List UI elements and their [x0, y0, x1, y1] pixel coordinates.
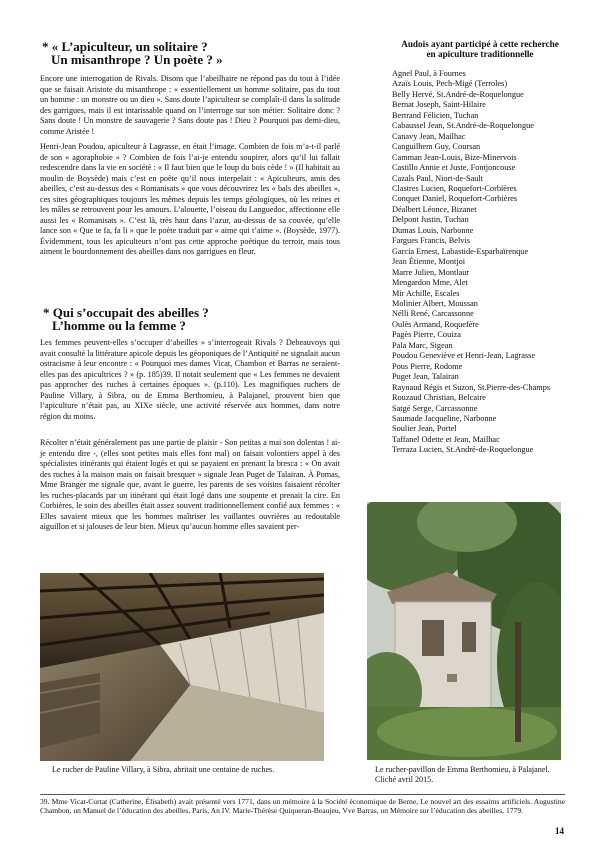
heading-line-2: Un misanthrope ? Un poète ? » — [51, 52, 223, 67]
paragraph: Encore une interrogation de Rivals. Disons que l’abeilhaire ne répond pas du tout à l’idée que se faisait Aristote du misanthrope : « essentiellement un homme solitaire, pas du tout un homme : un monstre ou un dieu ». Sans doute l’apiculteur se complaît-il dans la solitude des garrigues, mais il est intarissable quand on l’interroge sur son métier. Solitaire donc ? Sans doute ! Un monstre de sauvagerie ? Sans doute pas ! Dieu ? Pourquoi pas demi-dieu, comme Aristée ! — [40, 74, 340, 136]
photo-rucher-villary — [40, 573, 324, 761]
participant-item: Cazals Paul, Niort-de-Sault — [392, 173, 484, 183]
participant-item: Terraza Lucien, St.André-de-Roquelongue — [392, 445, 534, 455]
participant-item: Pagès Pierre, Couiza — [392, 330, 461, 340]
section-heading-apiculteur — [42, 40, 362, 66]
participant-item: Clastres Lucien, Roquefort-Corbières — [392, 183, 517, 193]
participant-item: Jean Étienne, Montjoi — [392, 257, 466, 267]
footnote: 39. Mme Vicat-Curtat (Catherine, Élisabeth) avait présenté vers 1771, dans un mémoire à la Société économique de Berne, Le nouvel art des essaims artificiels. Augustine Chambon, un Manuel de l’éducation des abeilles, Paris, An IV. Marie-Thérèse Quiqueran-Beaujeu, Vve Barras, un Mémoire sur l’éducation des abeilles, 1779. — [40, 794, 565, 816]
participant-item: Déalbert Léonce, Bizanet — [392, 204, 477, 214]
participant-item: Belly Hervé, St.André-de-Roquelongue — [392, 89, 524, 99]
participant-item: Marre Julien, Montlaur — [392, 267, 470, 277]
sidebar-heading-line-1: Audois ayant participé à cette recherche — [401, 39, 559, 49]
participant-item: Garcia Ernest, Labastide-Esparbaïrenque — [392, 246, 529, 256]
participant-item: Satgé Serge, Carcassonne — [392, 403, 478, 413]
participants-list — [392, 69, 592, 456]
participant-item: Conquet Daniel, Roquefort-Corbières — [392, 194, 518, 204]
participant-item: Pous Pierre, Rodome — [392, 361, 463, 371]
participant-item: Fargues Francis, Belvis — [392, 236, 470, 246]
participant-item: Taffanel Odette et Jean, Mailhac — [392, 434, 500, 444]
participant-item: Cabaussel Jean, St.André-de-Roquelongue — [392, 121, 534, 131]
participant-item: Dumas Louis, Narbonne — [392, 225, 474, 235]
caption-photo-2: Le rucher-pavillon de Emma Berthomieu, à Palajanel. Cliché avril 2015. — [375, 765, 550, 784]
participant-item: Canguilhem Guy, Coursan — [392, 142, 481, 152]
heading-line-2: L’homme ou la femme ? — [52, 318, 186, 333]
participant-item: Poudou Geneviève et Henri-Jean, Lagrasse — [392, 351, 536, 361]
participant-item: Nélli René, Carcassonne — [392, 309, 474, 319]
photo-rucher-berthomieu — [367, 502, 561, 760]
paragraph: Récolter n’était généralement pas une partie de plaisir - Son petitas a mai son dolentas ! ai-je entendu dire -, (elles sont petites mais elles font mal) on faisait volontiers appel à des spécialistes itinérants qui étaient logés et qui se payaient en prenant la bresca : « On avait des ruches à la maison mais on faisait bresquer » signale Jean Puget de Talairan. À Pomas, Mme Branger me signale que, avant le guerre, les parents de ses voisins faisaient récolter les ruches-placards par un itinérant qui était logé dans une soupente et prenait la cire. En Corbières, le soin des abeilles était assez souvent traditionnellement confié aux femmes : « Elles savaient mieux que les hommes maîtriser les vaillantes ouvrières au redoutable aiguillon et si jalouses de leur bien. Mieux qu’aucun homme elles savaient per- — [40, 438, 340, 531]
participant-item: Puget Jean, Talairan — [392, 372, 459, 382]
participant-item: Azaïs Louis, Pech-Migé (Terroles) — [392, 79, 508, 89]
sidebar-heading — [380, 39, 580, 59]
page-number: 14 — [555, 826, 564, 836]
participant-item: Oulès Armand, Roquefère — [392, 319, 479, 329]
participant-item: Castillo Annie et Juste, Fontjoncouse — [392, 163, 516, 173]
participant-item: Delpont Justin, Tuchan — [392, 215, 469, 225]
paragraph: Henri-Jean Poudou, apiculteur à Lagrasse, en était l’image. Combien de fois m’a-t-il parlé de son « agoraphobie » ? Combien de fois l’ai-je entendu soupirer, alors qu’il lui fallait redescendre dans la vie en société : « Il faut bien que le loup du bois cède ! » (Il habitait au moulin de Boysède) mais c’est en poète qu’il nous interpelait : « Apiculteurs, amis des abeilles, c’est au-dessus des « Romanisats » que vous découvrirez les « bals des abeilles », ces sites géographiques toujours les mêmes depuis les temps géologiques, où les reines et les mâles se retrouvent pour les amours. L’alouette, l’oiseau du Languedoc, affectionne elle aussi les « Romanisats ». C’est là, très haut dans l’azur, au-dessus de sa couvée, qu’elle lance son « Que te fa, fa li » que le poète traduit par « aime qui t’aime ». (Boysède, 1977). Évidemment, tous les apiculteurs n’ont pas cette approche poétique du terroir, mais tous aiment le bourdonnement des abeilles dans nos garrigues en fleur. — [40, 142, 340, 256]
heading-line-1: * Qui s’occupait des abeilles ? — [43, 305, 209, 320]
participant-item: Canavy Jean, Mailhac — [392, 131, 466, 141]
participant-item: Soulier Jean, Portel — [392, 424, 457, 434]
participant-item: Agnel Paul, à Fournes — [392, 69, 466, 78]
participant-item: Mengardon Mme, Alet — [392, 278, 468, 288]
sidebar-heading-line-2: en apiculture traditionnelle — [426, 49, 534, 59]
heading-line-1: * « L’apiculteur, un solitaire ? — [42, 39, 208, 54]
participant-item: Molinier Albert, Moussan — [392, 298, 478, 308]
participant-item: Raynaud Régis et Suzon, St.Pierre-des-Champs — [392, 382, 551, 392]
participant-item: Saumade Jacqueline, Narbonne — [392, 413, 497, 423]
participant-item: Camman Jean-Louis, Bize-Minervois — [392, 152, 517, 162]
participant-item: Bernat Joseph, Saint-Hilaire — [392, 100, 486, 110]
caption-photo-1: Le rucher de Pauline Villary, à Sibra, abritait une centaine de ruches. — [52, 765, 275, 774]
participant-item: Rouzaud Christian, Belcaire — [392, 393, 486, 403]
participant-item: Bertrand Félicien, Tuchan — [392, 110, 479, 120]
paragraph: Les femmes peuvent-elles s’occuper d’abeilles » s’interrogeait Rivals ? Debeauvoys qui avait consulté la littérature apicole depuis les géoponiques de l’Antiquité ne signalait aucun ostracisme à leur encontre : « Pourquoi mes dames Vicat, Chambon et Barras ne seraient-elles pas des apicultrices ? » (p. 185)39. Il notait seulement que « Les femmes ne devaient pas approcher des ruches à certaines époques ». (p.110). Les magnifiques ruchers de Pauline Villary, à Sibra, ou de Emma Berthomieu, à Palajanel, prouvent bien que l’apiculture n’était pas, au XIXe siècle, une activité réservée aux hommes, dans notre région du moins. — [40, 338, 340, 421]
participant-item: Mir Achille, Escales — [392, 288, 460, 298]
section-heading-abeilles — [43, 306, 363, 332]
participant-item: Pala Marc, Sigean — [392, 340, 453, 350]
